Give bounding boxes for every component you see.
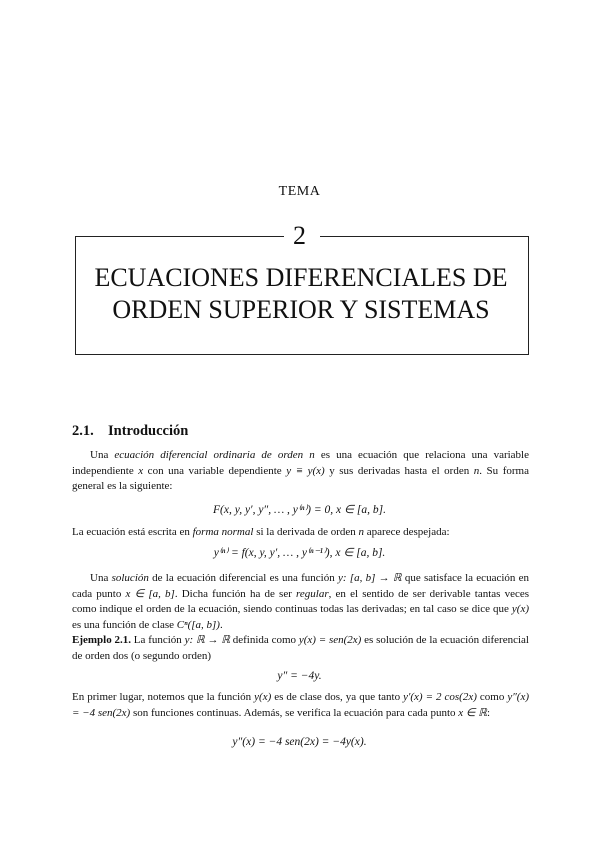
math-expr: y(x) <box>511 603 529 615</box>
chapter-title-line2: ORDEN SUPERIOR Y SISTEMAS <box>112 295 490 324</box>
text-run: : <box>486 706 491 719</box>
text-run: , en el sentido de ser derivable tantas veces como indique el orden de la ecuación, siendo continuas todas las derivadas; en tal caso se dice que <box>72 587 530 615</box>
text-run: es una función de clase <box>72 618 177 631</box>
chapter-number: 2 <box>293 221 306 250</box>
text-run: y sus derivadas hasta el orden <box>324 464 474 477</box>
text-run: definida como <box>229 634 299 646</box>
math-expr: Cⁿ([a, b]) <box>176 618 220 631</box>
text-run: con una variable dependiente <box>143 464 287 477</box>
text-run: es de clase dos, ya que tanto <box>271 691 404 703</box>
equation-normal-form: y⁽ⁿ⁾ = f(x, y, y′, … , y⁽ⁿ⁻¹⁾), x ∈ [a, b]. <box>213 547 386 559</box>
math-var: n <box>473 464 480 477</box>
section-title: Introducción <box>108 423 189 439</box>
math-expr: y′(x) = 2 cos(2x) <box>403 691 477 703</box>
math-var: x <box>138 464 144 477</box>
text-run: La ecuación está escrita en <box>72 526 193 538</box>
math-var: n <box>358 526 365 538</box>
section-number: 2.1. <box>72 423 94 439</box>
math-expr: y: [a, b] → ℝ <box>338 572 402 584</box>
math-expr: y″(x) = −4 sen(2x) <box>72 691 529 719</box>
text-run: que satisface la ecuación en cada punto <box>72 572 530 600</box>
equation-example: y″ = −4y. <box>277 670 322 682</box>
paragraph-verification <box>72 690 529 721</box>
text-run: de la ecuación diferencial es una función <box>148 572 338 584</box>
equation-general-form: F(x, y, y′, y″, … , y⁽ⁿ⁾) = 0, x ∈ [a, b]. <box>213 504 386 516</box>
example-label: Ejemplo 2.1. <box>72 634 132 646</box>
text-run: Una <box>90 449 115 461</box>
paragraph-definition <box>72 448 529 495</box>
chapter-title-line1: ECUACIONES DIFERENCIALES DE <box>94 263 508 292</box>
term-normal-form: forma normal <box>192 526 254 538</box>
term-regular: regular <box>296 587 329 600</box>
text-run: En primer lugar, notemos que la función <box>72 691 255 703</box>
math-expr: y(x) = sen(2x) <box>298 634 362 646</box>
text-run: Una <box>90 572 112 584</box>
text-run: si la derivada de orden <box>253 526 359 538</box>
text-run: es una ecuación que relaciona una variable independiente <box>72 449 529 477</box>
math-expr: y ≡ y(x) <box>286 464 325 477</box>
text-run: es solución de la ecuación diferencial de orden dos (o segundo orden) <box>72 634 529 662</box>
text-run: . Dicha función ha de ser <box>174 587 297 600</box>
chapter-label: TEMA <box>278 184 321 199</box>
math-expr: x ∈ [a, b] <box>125 587 175 600</box>
text-run: . <box>219 618 223 631</box>
math-expr: x ∈ ℝ <box>458 706 487 719</box>
term-solution: solución <box>111 572 149 584</box>
text-run: como <box>476 691 508 703</box>
section-heading <box>72 423 188 440</box>
paragraph-normal-form <box>72 525 529 541</box>
math-expr: y: ℝ → ℝ <box>184 634 230 646</box>
term-ode: ecuación diferencial ordinaria de orden n <box>114 449 315 461</box>
math-expr: y(x) <box>254 691 272 703</box>
text-run: son funciones continuas. Además, se verifica la ecuación para cada punto <box>130 706 459 719</box>
equation-verification: y″(x) = −4 sen(2x) = −4y(x). <box>232 736 367 748</box>
text-run: La función <box>131 634 185 646</box>
text-run: . Su forma general es la siguiente: <box>72 464 529 492</box>
example-statement <box>72 633 529 664</box>
text-run: aparece despejada: <box>364 526 450 538</box>
paragraph-solution <box>72 571 529 633</box>
chapter-title <box>75 262 527 326</box>
